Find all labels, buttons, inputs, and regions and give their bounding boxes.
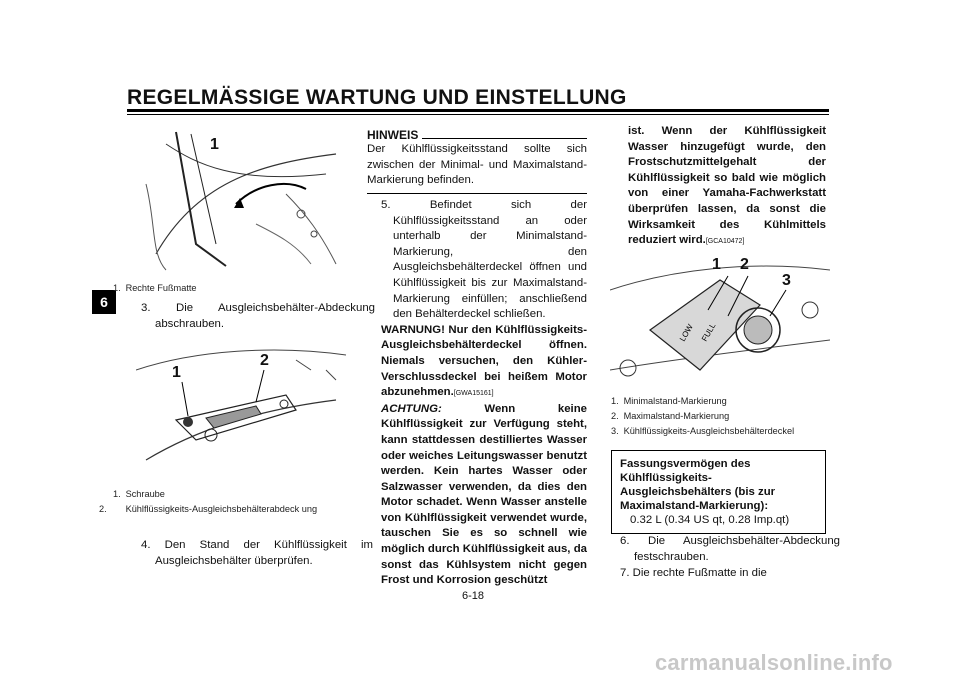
callout-2: 2: [260, 352, 269, 369]
page-number: 6-18: [462, 590, 485, 602]
achtung-continued-text: ist. Wenn der Kühlflüssigkeit Wasser hinzugefügt wurde, den Frostschutzmittelgehalt der Kühlflüssigkeit so bald wie möglich von einer Yamaha-Fachwerkstatt überprüfen lassen, da sonst die Wirksamkeit des Kühlmittels reduziert wird.: [628, 125, 826, 247]
caption-item: 2. Maximalstand-Markierung: [611, 411, 730, 421]
achtung-code: [GCA10472]: [705, 238, 745, 246]
warning-text: WARNUNG! Nur den Kühlflüssigkeits-Ausgleichsbehälterdeckel öffnen. Niemals versuchen, den Kühler-Verschlussdeckel bei heißem Motor abzunehmen.: [381, 323, 587, 399]
hinweis-rule: [422, 138, 587, 139]
tank-full-mark: FULL: [699, 321, 718, 343]
hinweis-bottom-rule: [367, 193, 587, 194]
callout-1: 1: [172, 364, 181, 381]
achtung-block: [381, 402, 587, 589]
figure-footmat: [136, 124, 348, 272]
achtung-text: Wenn keine Kühlflüssigkeit zur Verfügung steht, kann stattdessen destilliertes Wasser oder weiches Leitungswasser benutzt werden. Kein hartes Wasser oder Salzwasser verwenden, da dies den Motor schadet. Wenn Wasser anstelle von Kühlflüssigkeit verwendet wurde, tauschen Sie es so schnell wie möglich durch Kühlflüssigkeit aus, da sonst das Kühlsystem nicht gegen Frost und Korrosion geschützt: [381, 402, 588, 587]
callout-3: 3: [782, 272, 791, 289]
caption-item: 1. Schraube: [113, 489, 165, 499]
caption-number: 1.: [113, 283, 121, 293]
achtung-continued: [628, 124, 826, 250]
chapter-tab: 6: [92, 290, 116, 314]
fig1-caption: [113, 282, 197, 295]
watermark: carmanualsonline.info: [655, 650, 893, 675]
step-4: 4. Den Stand der Kühlflüssigkeit im Ausgleichsbehälter überprüfen.: [141, 539, 373, 567]
capacity-value: 0.32 L (0.34 US qt, 0.28 Imp.qt): [630, 514, 790, 526]
warning-code: [GWA15161]: [453, 390, 494, 398]
caption-text: Rechte Fußmatte: [125, 283, 197, 293]
hinweis-text: Der Kühlflüssigkeitsstand sollte sich zwischen der Minimal- und Maximalstand-Markierung befinden.: [367, 143, 587, 187]
step-5-text: 5. Befindet sich der Kühlflüssigkeitsstand an oder unterhalb der Minimalstand-Markierung, den Ausgleichsbehälterdeckel öffnen und Kühlflüssigkeit bis zur Maximalstand-Markierung einfüllen; anschließend den Behälterdeckel schließen.: [381, 199, 587, 321]
callout-1: 1: [210, 136, 219, 153]
step-3: 3. Die Ausgleichsbehälter-Abdeckung abschrauben.: [141, 302, 375, 330]
fig2-caption-list: [99, 488, 353, 515]
step-7: 7. Die rechte Fußmatte in die: [620, 567, 767, 579]
caption-item: 1. Minimalstand-Markierung: [611, 396, 727, 406]
hinweis-block: [367, 128, 587, 194]
capacity-box: [611, 450, 826, 534]
fig3-caption-list: [611, 394, 831, 439]
achtung-label: ACHTUNG:: [381, 402, 442, 415]
callout-1: 1: [712, 256, 721, 273]
hinweis-label: HINWEIS: [367, 128, 419, 142]
caption-item: 3. Kühlflüssigkeits-Ausgleichsbehälterdeckel: [611, 426, 795, 436]
tank-cover-illustration: [136, 340, 348, 480]
step-5: [381, 198, 587, 589]
header-rule-thin: [127, 114, 829, 115]
warning-block: [381, 323, 587, 402]
figure-tank-cover: [136, 340, 348, 480]
capacity-heading: Fassungsvermögen des Kühlflüssigkeits-Ausgleichsbehälters (bis zur Maximalstand-Markierung):: [620, 458, 776, 512]
page-title: REGELMÄSSIGE WARTUNG UND EINSTELLUNG: [127, 86, 627, 109]
callout-2: 2: [740, 256, 749, 273]
figure-reservoir: [610, 250, 830, 385]
step-6: 6. Die Ausgleichsbehälter-Abdeckung festschrauben.: [620, 535, 840, 563]
tank-low-mark: LOW: [677, 322, 695, 343]
footmat-illustration: [136, 124, 348, 272]
caption-item: 2. Kühlflüssigkeits-Ausgleichsbehälterabdeck ung: [99, 503, 318, 514]
header-rule: [127, 109, 829, 112]
